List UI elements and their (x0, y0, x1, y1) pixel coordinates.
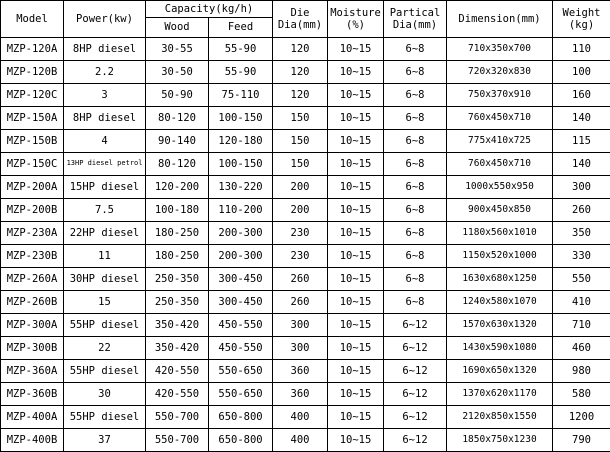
feed-capacity-cell: 55-90 (209, 61, 273, 84)
table-row (1, 176, 610, 199)
dimension-cell: 775x410x725 (447, 130, 553, 153)
die-diameter-cell: 360 (273, 383, 328, 406)
table-row (1, 291, 610, 314)
table-row (1, 153, 610, 176)
moisture-cell: 10~15 (328, 107, 384, 130)
partical-diameter-cell: 6~8 (384, 38, 447, 61)
partical-diameter-cell: 6~12 (384, 337, 447, 360)
moisture-cell: 10~15 (328, 291, 384, 314)
die-diameter-cell: 260 (273, 291, 328, 314)
die-diameter-cell: 400 (273, 429, 328, 452)
wood-capacity-cell: 420-550 (146, 360, 209, 383)
wood-capacity-cell: 180-250 (146, 245, 209, 268)
partical-diameter-cell: 6~12 (384, 383, 447, 406)
wood-capacity-cell: 30-55 (146, 38, 209, 61)
feed-capacity-cell: 300-450 (209, 268, 273, 291)
dimension-cell: 1180x560x1010 (447, 222, 553, 245)
die-diameter-cell: 300 (273, 314, 328, 337)
model-cell: MZP-150A (1, 107, 64, 130)
header-dimension: Dimension(mm) (447, 1, 553, 38)
weight-cell: 110 (553, 38, 610, 61)
wood-capacity-cell: 250-350 (146, 268, 209, 291)
dimension-cell: 720x320x830 (447, 61, 553, 84)
table-row (1, 314, 610, 337)
header-power: Power(kw) (64, 1, 146, 38)
weight-cell: 140 (553, 153, 610, 176)
moisture-cell: 10~15 (328, 153, 384, 176)
wood-capacity-cell: 180-250 (146, 222, 209, 245)
power-cell: 13HP diesel petrol (64, 153, 146, 176)
dimension-cell: 1570x630x1320 (447, 314, 553, 337)
die-diameter-cell: 400 (273, 406, 328, 429)
weight-cell: 300 (553, 176, 610, 199)
wood-capacity-cell: 250-350 (146, 291, 209, 314)
table-row (1, 107, 610, 130)
table-row (1, 222, 610, 245)
model-cell: MZP-300A (1, 314, 64, 337)
partical-diameter-cell: 6~8 (384, 268, 447, 291)
partical-diameter-cell: 6~8 (384, 245, 447, 268)
moisture-cell: 10~15 (328, 245, 384, 268)
die-diameter-cell: 120 (273, 84, 328, 107)
wood-capacity-cell: 120-200 (146, 176, 209, 199)
die-diameter-cell: 200 (273, 176, 328, 199)
model-cell: MZP-360B (1, 383, 64, 406)
dimension-cell: 1240x580x1070 (447, 291, 553, 314)
die-diameter-cell: 150 (273, 107, 328, 130)
model-cell: MZP-120B (1, 61, 64, 84)
wood-capacity-cell: 80-120 (146, 107, 209, 130)
feed-capacity-cell: 650-800 (209, 429, 273, 452)
weight-cell: 115 (553, 130, 610, 153)
model-cell: MZP-400A (1, 406, 64, 429)
moisture-cell: 10~15 (328, 61, 384, 84)
partical-diameter-cell: 6~8 (384, 222, 447, 245)
model-cell: MZP-230A (1, 222, 64, 245)
weight-cell: 790 (553, 429, 610, 452)
die-diameter-cell: 230 (273, 245, 328, 268)
die-diameter-cell: 230 (273, 222, 328, 245)
power-cell: 37 (64, 429, 146, 452)
model-cell: MZP-400B (1, 429, 64, 452)
feed-capacity-cell: 110-200 (209, 199, 273, 222)
moisture-cell: 10~15 (328, 337, 384, 360)
dimension-cell: 750x370x910 (447, 84, 553, 107)
weight-cell: 260 (553, 199, 610, 222)
moisture-cell: 10~15 (328, 314, 384, 337)
table-row (1, 38, 610, 61)
header-moisture: Moisture (%) (328, 1, 384, 38)
feed-capacity-cell: 550-650 (209, 360, 273, 383)
table-row (1, 383, 610, 406)
dimension-cell: 900x450x850 (447, 199, 553, 222)
header-capacity: Capacity(kg/h) (146, 1, 273, 18)
feed-capacity-cell: 200-300 (209, 222, 273, 245)
dimension-cell: 2120x850x1550 (447, 406, 553, 429)
dimension-cell: 760x450x710 (447, 107, 553, 130)
wood-capacity-cell: 80-120 (146, 153, 209, 176)
header-die: Die Dia(mm) (273, 1, 328, 38)
model-cell: MZP-200B (1, 199, 64, 222)
model-cell: MZP-120C (1, 84, 64, 107)
power-cell: 11 (64, 245, 146, 268)
feed-capacity-cell: 300-450 (209, 291, 273, 314)
moisture-cell: 10~15 (328, 222, 384, 245)
partical-diameter-cell: 6~12 (384, 314, 447, 337)
table-row (1, 84, 610, 107)
dimension-cell: 760x450x710 (447, 153, 553, 176)
moisture-cell: 10~15 (328, 360, 384, 383)
partical-diameter-cell: 6~8 (384, 130, 447, 153)
dimension-cell: 1430x590x1080 (447, 337, 553, 360)
wood-capacity-cell: 50-90 (146, 84, 209, 107)
table-row (1, 268, 610, 291)
feed-capacity-cell: 100-150 (209, 153, 273, 176)
moisture-cell: 10~15 (328, 406, 384, 429)
power-cell: 2.2 (64, 61, 146, 84)
partical-diameter-cell: 6~8 (384, 61, 447, 84)
wood-capacity-cell: 100-180 (146, 199, 209, 222)
power-cell: 8HP diesel (64, 107, 146, 130)
wood-capacity-cell: 350-420 (146, 337, 209, 360)
model-cell: MZP-300B (1, 337, 64, 360)
partical-diameter-cell: 6~8 (384, 107, 447, 130)
feed-capacity-cell: 130-220 (209, 176, 273, 199)
partical-diameter-cell: 6~8 (384, 153, 447, 176)
dimension-cell: 1630x680x1250 (447, 268, 553, 291)
header-partical: Partical Dia(mm) (384, 1, 447, 38)
partical-diameter-cell: 6~8 (384, 84, 447, 107)
weight-cell: 1200 (553, 406, 610, 429)
die-diameter-cell: 120 (273, 61, 328, 84)
power-cell: 4 (64, 130, 146, 153)
header-capacity-wood: Wood (146, 18, 209, 38)
feed-capacity-cell: 650-800 (209, 406, 273, 429)
feed-capacity-cell: 550-650 (209, 383, 273, 406)
power-cell: 8HP diesel (64, 38, 146, 61)
power-cell: 7.5 (64, 199, 146, 222)
weight-cell: 140 (553, 107, 610, 130)
partical-diameter-cell: 6~8 (384, 199, 447, 222)
table-row (1, 337, 610, 360)
dimension-cell: 1850x750x1230 (447, 429, 553, 452)
moisture-cell: 10~15 (328, 268, 384, 291)
weight-cell: 410 (553, 291, 610, 314)
moisture-cell: 10~15 (328, 383, 384, 406)
power-cell: 55HP diesel (64, 360, 146, 383)
wood-capacity-cell: 90-140 (146, 130, 209, 153)
dimension-cell: 1000x550x950 (447, 176, 553, 199)
power-cell: 15HP diesel (64, 176, 146, 199)
table-row (1, 199, 610, 222)
feed-capacity-cell: 75-110 (209, 84, 273, 107)
moisture-cell: 10~15 (328, 84, 384, 107)
wood-capacity-cell: 420-550 (146, 383, 209, 406)
power-cell: 3 (64, 84, 146, 107)
table-row (1, 245, 610, 268)
power-cell: 55HP diesel (64, 406, 146, 429)
weight-cell: 460 (553, 337, 610, 360)
die-diameter-cell: 150 (273, 153, 328, 176)
die-diameter-cell: 120 (273, 38, 328, 61)
feed-capacity-cell: 450-550 (209, 314, 273, 337)
partical-diameter-cell: 6~8 (384, 291, 447, 314)
die-diameter-cell: 300 (273, 337, 328, 360)
model-cell: MZP-120A (1, 38, 64, 61)
power-cell: 15 (64, 291, 146, 314)
header-capacity-feed: Feed (209, 18, 273, 38)
power-cell: 30HP diesel (64, 268, 146, 291)
model-cell: MZP-260A (1, 268, 64, 291)
table-body (1, 38, 610, 452)
moisture-cell: 10~15 (328, 176, 384, 199)
wood-capacity-cell: 30-50 (146, 61, 209, 84)
moisture-cell: 10~15 (328, 38, 384, 61)
feed-capacity-cell: 120-180 (209, 130, 273, 153)
feed-capacity-cell: 100-150 (209, 107, 273, 130)
weight-cell: 350 (553, 222, 610, 245)
table-row (1, 130, 610, 153)
die-diameter-cell: 150 (273, 130, 328, 153)
model-cell: MZP-150C (1, 153, 64, 176)
die-diameter-cell: 260 (273, 268, 328, 291)
model-cell: MZP-360A (1, 360, 64, 383)
model-cell: MZP-200A (1, 176, 64, 199)
wood-capacity-cell: 350-420 (146, 314, 209, 337)
dimension-cell: 1690x650x1320 (447, 360, 553, 383)
weight-cell: 160 (553, 84, 610, 107)
die-diameter-cell: 200 (273, 199, 328, 222)
model-cell: MZP-230B (1, 245, 64, 268)
header-weight: Weight (kg) (553, 1, 610, 38)
weight-cell: 580 (553, 383, 610, 406)
feed-capacity-cell: 200-300 (209, 245, 273, 268)
moisture-cell: 10~15 (328, 429, 384, 452)
wood-capacity-cell: 550-700 (146, 429, 209, 452)
partical-diameter-cell: 6~8 (384, 176, 447, 199)
table-row (1, 406, 610, 429)
header-model: Model (1, 1, 64, 38)
weight-cell: 330 (553, 245, 610, 268)
partical-diameter-cell: 6~12 (384, 406, 447, 429)
weight-cell: 100 (553, 61, 610, 84)
power-cell: 55HP diesel (64, 314, 146, 337)
power-cell: 30 (64, 383, 146, 406)
table-row (1, 61, 610, 84)
die-diameter-cell: 360 (273, 360, 328, 383)
partical-diameter-cell: 6~12 (384, 360, 447, 383)
power-cell: 22HP diesel (64, 222, 146, 245)
weight-cell: 980 (553, 360, 610, 383)
weight-cell: 710 (553, 314, 610, 337)
moisture-cell: 10~15 (328, 199, 384, 222)
dimension-cell: 1150x520x1000 (447, 245, 553, 268)
table-row (1, 429, 610, 452)
wood-capacity-cell: 550-700 (146, 406, 209, 429)
table-row (1, 360, 610, 383)
dimension-cell: 710x350x700 (447, 38, 553, 61)
model-cell: MZP-150B (1, 130, 64, 153)
weight-cell: 550 (553, 268, 610, 291)
power-cell: 22 (64, 337, 146, 360)
feed-capacity-cell: 55-90 (209, 38, 273, 61)
feed-capacity-cell: 450-550 (209, 337, 273, 360)
dimension-cell: 1370x620x1170 (447, 383, 553, 406)
partical-diameter-cell: 6~12 (384, 429, 447, 452)
moisture-cell: 10~15 (328, 130, 384, 153)
model-cell: MZP-260B (1, 291, 64, 314)
